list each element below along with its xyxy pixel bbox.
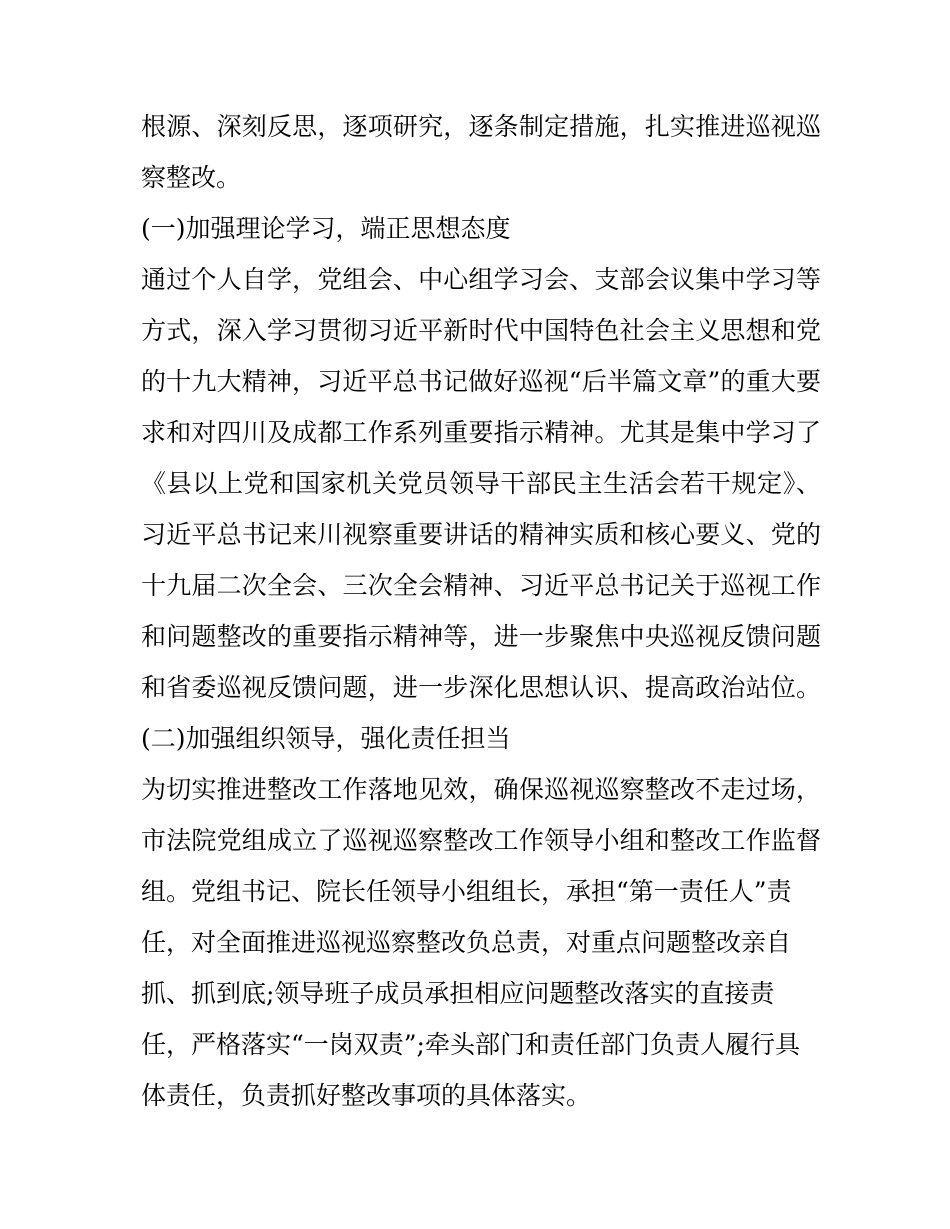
body-text [141, 101, 821, 1121]
text-line: 为切实推进整改工作落地见效，确保巡视巡察整改不走过场， [141, 775, 821, 804]
text-line: 抓、抓到底;领导班子成员承担相应问题整改落实的直接责 [141, 979, 775, 1008]
text-line: 通过个人自学，党组会、中心组学习会、支部会议集中学习等 [141, 265, 821, 294]
text-line: 《县以上党和国家机关党员领导干部民主生活会若干规定》、 [141, 469, 821, 498]
text-line: 十九届二次全会、三次全会精神、习近平总书记关于巡视工作 [141, 571, 821, 600]
text-line: 任，对全面推进巡视巡察整改负总责，对重点问题整改亲自 [141, 928, 792, 957]
text-line: 习近平总书记来川视察重要讲话的精神实质和核心要义、党的 [141, 520, 821, 549]
text-line: 的十九大精神，习近平总书记做好巡视“后半篇文章”的重大要 [141, 367, 821, 396]
text-line: 求和对四川及成都工作系列重要指示精神。尤其是集中学习了 [141, 418, 821, 447]
text-line: 根源、深刻反思，逐项研究，逐条制定措施，扎实推进巡视巡 [141, 112, 821, 141]
text-line: 察整改。 [141, 163, 242, 192]
text-line: 组。党组书记、院长任领导小组组长，承担“第一责任人”责 [141, 877, 792, 906]
text-line: 和问题整改的重要指示精神等，进一步聚焦中央巡视反馈问题 [141, 622, 821, 651]
text-line: 体责任，负责抓好整改事项的具体落实。 [141, 1081, 592, 1110]
text-line: 方式，深入学习贯彻习近平新时代中国特色社会主义思想和党 [141, 316, 821, 345]
text-line: 和省委巡视反馈问题，进一步深化思想认识、提高政治站位。 [141, 673, 821, 702]
section-heading-2: (二)加强组织领导，强化责任担当 [141, 724, 511, 753]
text-line: 市法院党组成立了巡视巡察整改工作领导小组和整改工作监督 [141, 826, 821, 855]
section-heading-1: (一)加强理论学习，端正思想态度 [141, 214, 511, 243]
text-line: 任，严格落实“一岗双责”;牵头部门和责任部门负责人履行具 [141, 1030, 800, 1059]
